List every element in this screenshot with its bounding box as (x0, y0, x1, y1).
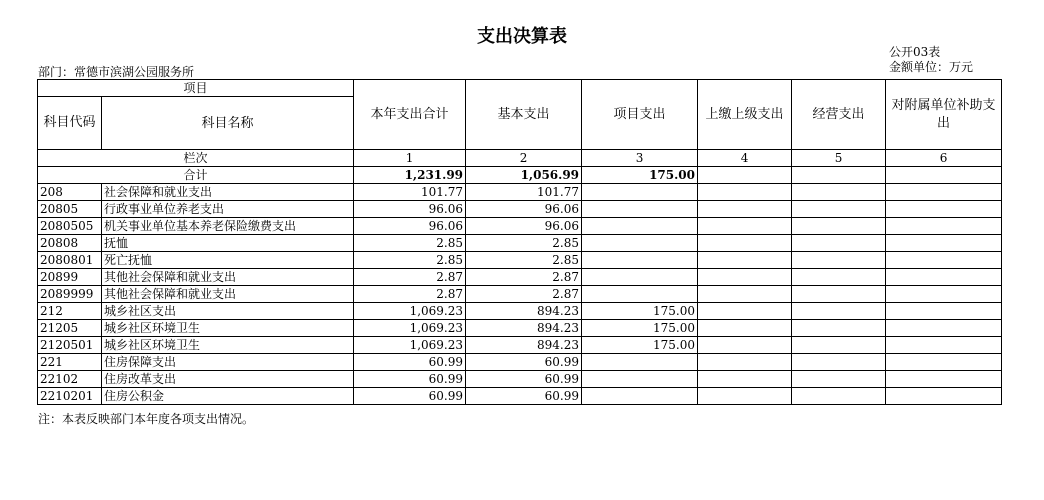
row-upper (698, 354, 792, 371)
row-code: 208 (38, 184, 102, 201)
row-subsidy (886, 303, 1002, 320)
row-name: 城乡社区支出 (102, 303, 354, 320)
total-upper (698, 167, 792, 184)
row-basic: 894.23 (466, 303, 582, 320)
row-operating (792, 286, 886, 303)
row-project (582, 388, 698, 405)
row-name: 城乡社区环境卫生 (102, 337, 354, 354)
row-total: 1,069.23 (354, 337, 466, 354)
row-project (582, 252, 698, 269)
header-total: 本年支出合计 (354, 80, 466, 150)
header-operating: 经营支出 (792, 80, 886, 150)
row-upper (698, 303, 792, 320)
row-project (582, 286, 698, 303)
row-subsidy (886, 252, 1002, 269)
row-project (582, 184, 698, 201)
total-subsidy (886, 167, 1002, 184)
table-row (38, 235, 1002, 252)
column-index-1: 1 (354, 150, 466, 167)
header-name: 科目名称 (102, 97, 354, 150)
row-code: 2120501 (38, 337, 102, 354)
row-upper (698, 269, 792, 286)
row-upper (698, 235, 792, 252)
row-basic: 2.87 (466, 269, 582, 286)
table-row (38, 320, 1002, 337)
header-subsidy: 对附属单位补助支出 (886, 80, 1002, 150)
row-basic: 60.99 (466, 371, 582, 388)
total-project: 175.00 (582, 167, 698, 184)
row-name: 行政事业单位养老支出 (102, 201, 354, 218)
row-subsidy (886, 201, 1002, 218)
row-subsidy (886, 354, 1002, 371)
row-code: 2080505 (38, 218, 102, 235)
table-row (38, 269, 1002, 286)
row-operating (792, 252, 886, 269)
row-code: 22102 (38, 371, 102, 388)
row-operating (792, 320, 886, 337)
row-basic: 2.85 (466, 235, 582, 252)
row-basic: 96.06 (466, 201, 582, 218)
row-project: 175.00 (582, 337, 698, 354)
header-basic: 基本支出 (466, 80, 582, 150)
row-upper (698, 218, 792, 235)
row-total: 60.99 (354, 354, 466, 371)
row-name: 抚恤 (102, 235, 354, 252)
row-subsidy (886, 388, 1002, 405)
header-code: 科目代码 (38, 97, 102, 150)
row-code: 2080801 (38, 252, 102, 269)
header-project: 项目支出 (582, 80, 698, 150)
row-upper (698, 252, 792, 269)
row-total: 2.87 (354, 269, 466, 286)
row-basic: 2.87 (466, 286, 582, 303)
row-subsidy (886, 269, 1002, 286)
row-operating (792, 235, 886, 252)
table-row (38, 371, 1002, 388)
row-operating (792, 337, 886, 354)
row-upper (698, 286, 792, 303)
table-row (38, 337, 1002, 354)
row-operating (792, 201, 886, 218)
row-total: 1,069.23 (354, 320, 466, 337)
total-row (38, 167, 1002, 184)
column-index-row (38, 150, 1002, 167)
row-project: 175.00 (582, 303, 698, 320)
row-subsidy (886, 320, 1002, 337)
table-row (38, 184, 1002, 201)
row-upper (698, 388, 792, 405)
row-subsidy (886, 371, 1002, 388)
column-index-6: 6 (886, 150, 1002, 167)
row-code: 20808 (38, 235, 102, 252)
total-sum: 1,231.99 (354, 167, 466, 184)
row-basic: 894.23 (466, 337, 582, 354)
row-name: 住房改革支出 (102, 371, 354, 388)
row-name: 死亡抚恤 (102, 252, 354, 269)
row-operating (792, 184, 886, 201)
row-code: 221 (38, 354, 102, 371)
row-total: 101.77 (354, 184, 466, 201)
row-code: 212 (38, 303, 102, 320)
row-upper (698, 320, 792, 337)
row-code: 2210201 (38, 388, 102, 405)
row-total: 96.06 (354, 218, 466, 235)
row-name: 城乡社区环境卫生 (102, 320, 354, 337)
row-operating (792, 388, 886, 405)
row-upper (698, 337, 792, 354)
row-basic: 60.99 (466, 388, 582, 405)
row-name: 住房保障支出 (102, 354, 354, 371)
total-basic: 1,056.99 (466, 167, 582, 184)
row-code: 2089999 (38, 286, 102, 303)
header-upper: 上缴上级支出 (698, 80, 792, 150)
row-subsidy (886, 218, 1002, 235)
row-project (582, 354, 698, 371)
total-operating (792, 167, 886, 184)
row-code: 20899 (38, 269, 102, 286)
column-index-2: 2 (466, 150, 582, 167)
row-basic: 96.06 (466, 218, 582, 235)
row-subsidy (886, 235, 1002, 252)
column-index-5: 5 (792, 150, 886, 167)
row-name: 其他社会保障和就业支出 (102, 286, 354, 303)
row-project (582, 269, 698, 286)
table-row (38, 218, 1002, 235)
row-total: 60.99 (354, 371, 466, 388)
row-subsidy (886, 184, 1002, 201)
row-upper (698, 371, 792, 388)
row-basic: 2.85 (466, 252, 582, 269)
row-code: 20805 (38, 201, 102, 218)
table-note: 注：本表反映部门本年度各项支出情况。 (38, 412, 255, 426)
form-number: 公开03表 (889, 45, 941, 59)
table-row (38, 201, 1002, 218)
table-row (38, 286, 1002, 303)
row-project (582, 371, 698, 388)
row-total: 60.99 (354, 388, 466, 405)
row-name: 社会保障和就业支出 (102, 184, 354, 201)
row-total: 2.87 (354, 286, 466, 303)
row-name: 其他社会保障和就业支出 (102, 269, 354, 286)
row-basic: 894.23 (466, 320, 582, 337)
header-row-1 (38, 80, 1002, 97)
row-operating (792, 354, 886, 371)
row-upper (698, 184, 792, 201)
row-operating (792, 218, 886, 235)
table-row (38, 252, 1002, 269)
form-info (889, 45, 973, 75)
row-basic: 60.99 (466, 354, 582, 371)
row-code: 21205 (38, 320, 102, 337)
row-subsidy (886, 337, 1002, 354)
total-label: 合计 (38, 167, 354, 184)
row-upper (698, 201, 792, 218)
row-project (582, 201, 698, 218)
row-operating (792, 371, 886, 388)
row-operating (792, 303, 886, 320)
row-project (582, 218, 698, 235)
column-index-3: 3 (582, 150, 698, 167)
row-total: 2.85 (354, 252, 466, 269)
row-basic: 101.77 (466, 184, 582, 201)
row-name: 住房公积金 (102, 388, 354, 405)
department-label: 部门：常德市滨湖公园服务所 (38, 65, 195, 79)
column-index-4: 4 (698, 150, 792, 167)
table-row (38, 303, 1002, 320)
column-index-label: 栏次 (38, 150, 354, 167)
row-project: 175.00 (582, 320, 698, 337)
page-title: 支出决算表 (477, 26, 567, 47)
row-operating (792, 269, 886, 286)
row-total: 96.06 (354, 201, 466, 218)
amount-unit: 金额单位：万元 (889, 60, 974, 74)
row-total: 1,069.23 (354, 303, 466, 320)
table-row (38, 354, 1002, 371)
header-item: 项目 (38, 80, 354, 97)
expenditure-table (37, 79, 1002, 405)
row-total: 2.85 (354, 235, 466, 252)
row-project (582, 235, 698, 252)
row-subsidy (886, 286, 1002, 303)
row-name: 机关事业单位基本养老保险缴费支出 (102, 218, 354, 235)
table-row (38, 388, 1002, 405)
